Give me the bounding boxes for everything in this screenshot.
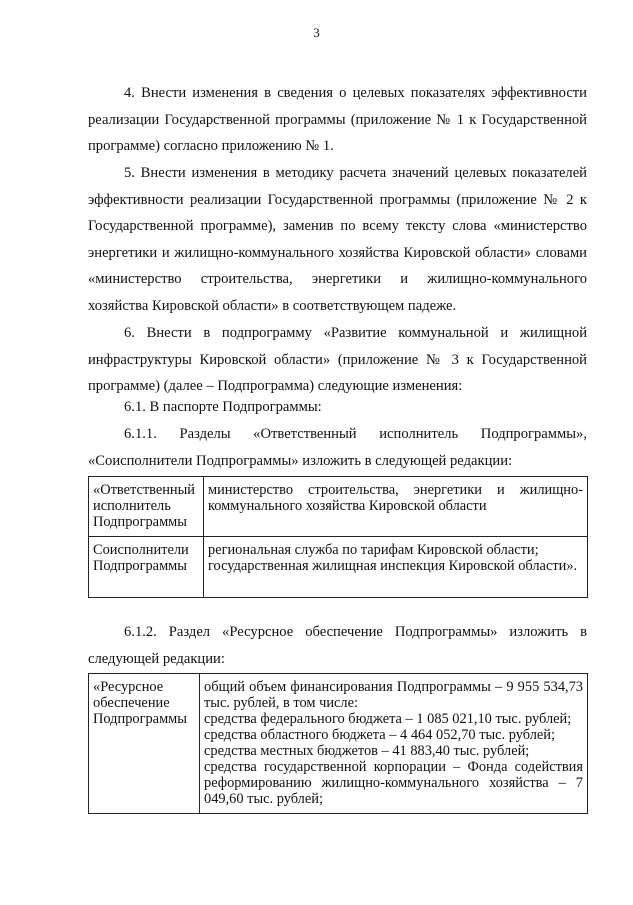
financing-line: средства местных бюджетов – 41 883,40 тыс. рублей;: [204, 743, 530, 759]
paragraph-4: 4. Внести изменения в сведения о целевых показателях эффективности реализации Государственной программы (приложение № 1 к Государственной программе) согласно приложению № 1.: [88, 85, 587, 155]
resources-table: [88, 673, 588, 814]
paragraph-6: 6. Внести в подпрограмму «Развитие коммунальной и жилищной инфраструктуры Кировской области» (приложение № 3 к Государственной программе) (далее – Подпрограмма) следующие изменения:: [88, 325, 587, 395]
co-executors-label: Соисполнители Подпрограммы: [89, 537, 204, 598]
co-executor-line: государственная жилищная инспекция Кировской области».: [208, 558, 578, 574]
financing-line: средства областного бюджета – 4 464 052,70 тыс. рублей;: [204, 727, 555, 743]
table-row: [89, 477, 588, 537]
responsible-executor-label: «Ответственный исполнитель Подпрограммы: [89, 477, 204, 537]
paragraph-6-1-1: 6.1.1. Разделы «Ответственный исполнитель Подпрограммы», «Соисполнители Подпрограммы» изложить в следующей редакции:: [88, 426, 587, 469]
paragraph-5: 5. Внести изменения в методику расчета значений целевых показателей эффективности реализации Государственной программы (приложение № 2 к Государственной программе), заменив по всему тексту слова «министерство энергетики и жилищно-коммунального хозяйства Кировской области» словами «министерство строительства, энергетики и жилищно-коммунального хозяйства Кировской области» в соответствующем падеже.: [88, 165, 587, 314]
responsible-executor-value: министерство строительства, энергетики и жилищно-коммунального хозяйства Кировской области: [204, 477, 588, 537]
financing-line: средства федерального бюджета – 1 085 021,10 тыс. рублей;: [204, 711, 572, 727]
resources-value: [200, 674, 588, 814]
paragraph-6-1: 6.1. В паспорте Подпрограммы:: [124, 399, 322, 415]
financing-line: средства государственной корпорации – Фонда содействия реформированию жилищно-коммунального хозяйства – 7 049,60 тыс. рублей;: [204, 759, 583, 807]
table-row: [89, 537, 588, 598]
executors-table: [88, 476, 588, 598]
co-executors-value: [204, 537, 588, 598]
resources-label: «Ресурсное обеспечение Подпрограммы: [89, 674, 200, 814]
financing-line: общий объем финансирования Подпрограммы – 9 955 534,73 тыс. рублей, в том числе:: [204, 679, 583, 711]
co-executor-line: региональная служба по тарифам Кировской области;: [208, 542, 539, 558]
paragraph-6-1-2: 6.1.2. Раздел «Ресурсное обеспечение Подпрограммы» изложить в следующей редакции:: [88, 624, 587, 667]
page-number: 3: [313, 25, 320, 40]
table-row: [89, 674, 588, 814]
